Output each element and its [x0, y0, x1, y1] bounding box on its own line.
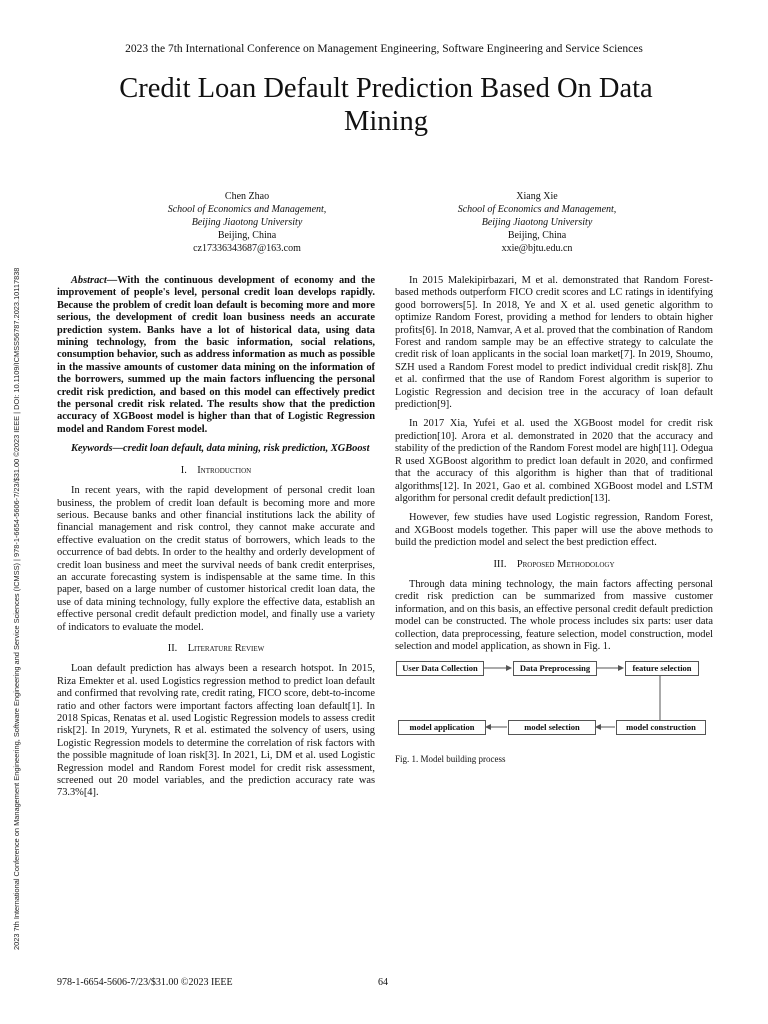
paragraph: Through data mining technology, the main factors affecting personal credit risk prediction can be summarized from massive customer information, and on this basis, an effective personal credit default prediction model can be constructed. The whole process includes six parts: user data collection, data preprocessing, feature selection, model construction, model selection and model application, as shown in Fig. 1.	[395, 578, 713, 652]
right-column	[395, 275, 713, 766]
step-model-application: model application	[398, 720, 486, 735]
paragraph: Loan default prediction has always been a research hotspot. In 2015, Riza Emekter et al. used Logistics regression method to predict loan default and confirmed that revolving rate, credit rating, FICO score, debt-to-income ratio and other factors were important factors affecting loan default[1]. In 2018 Spicas, Renatas et al. used Logistic Regression models to assess credit risk[2]. In 2019, Yurynets, R et al. estimated the solvency of users, using Logistic Regression models to determine the correlation of risk factors with the possible magnitude of loan risk[3]. In 2021, Li, DM et al. used Logistic Regression model and Random Forest model for credit risk assessment, screened out 20 model variables, and the prediction accuracy rate was 73.3%[4].	[57, 663, 375, 799]
abstract-text: —With the continuous development of economy and the improvement of people's level, personal credit loan develops rapidly. Because the problem of credit loan default is becoming more and more serious, the development of credit loan business needs an accurate prediction system. Banks have a lot of historical data, using data mining technology, from the basic information, social relations, consumption behavior, such as address information as much as possible in the massive amounts of customer data mining on the information of the borrowers, summed up the main factors influencing the personal credit risk prediction, and based on this model can effectively predict the personal credit risk related. The results show that the prediction accuracy of XGBoost model is higher than that of Logistic Regression model and Random Forest model.	[57, 275, 375, 435]
step-model-construction: model construction	[616, 720, 706, 735]
author-department: School of Economics and Management,	[167, 204, 327, 215]
section-title: Introduction	[197, 464, 252, 476]
figure-caption: Fig. 1. Model building process	[395, 754, 506, 765]
author-university: Beijing Jiaotong University	[191, 217, 303, 228]
section-heading-proposed-methodology	[395, 559, 713, 571]
author-block-2	[412, 190, 662, 255]
step-model-selection: model selection	[508, 720, 596, 735]
author-block-1	[122, 190, 372, 255]
paragraph: In 2015 Malekipirbazari, M et al. demonstrated that Random Forest-based methods outperform FICO credit scores and LC ratings in identifying good borrowers[5]. In 2018, Ye and X et al. used genetic algorithm to optimize Random Forest, providing a method for lenders to obtain higher profits[6]. In 2018, Namvar, A et al. proved that the combination of Random Forest and random sample may be an effective strategy to calculate the credit risk of loan applicants in the social loan market[7]. In 2019, Shoumo, SZH used a Random Forest model to predict individual credit risk[8]. Zhu et al. confirmed that the use of Random Forest algorithm is superior to Logistic Regression and decision tree in the accuracy of loan default prediction[9].	[395, 275, 713, 411]
side-doi-strip	[12, 80, 22, 950]
author-city: Beijing, China	[507, 230, 567, 241]
keywords	[57, 443, 375, 455]
step-feature-selection: feature selection	[625, 661, 699, 676]
step-user-data-collection: User Data Collection	[396, 661, 484, 676]
section-heading-introduction	[57, 465, 375, 477]
abstract	[57, 275, 375, 436]
section-numeral: I.	[180, 464, 187, 476]
author-name: Chen Zhao	[224, 191, 270, 202]
section-title: Proposed Methodology	[516, 558, 615, 570]
author-department: School of Economics and Management,	[457, 204, 617, 215]
step-data-preprocessing: Data Preprocessing	[513, 661, 597, 676]
paragraph: However, few studies have used Logistic regression, Random Forest, and XGBoost models together. This paper will use the above methods to build the prediction model and select the best prediction effect.	[395, 512, 713, 549]
author-university: Beijing Jiaotong University	[481, 217, 593, 228]
footer-copyright: 978-1-6654-5606-7/23/$31.00 ©2023 IEEE	[57, 977, 233, 988]
section-heading-literature-review	[57, 643, 375, 655]
paragraph: In 2017 Xia, Yufei et al. used the XGBoost model for credit risk prediction[10]. Arora et al. demonstrated in 2020 that the accuracy and stability of the prediction of the Random Forest model are high[11]. Odegua R used XGBoost algorithm to predict loan default in 2020, and confirmed that the accuracy of this algorithm is higher than that of traditional algorithms[12]. In 2021, Gao et al. combined XGBoost model and LSTM algorithm for personal credit default prediction[13].	[395, 418, 713, 504]
author-city: Beijing, China	[217, 230, 277, 241]
paragraph: In recent years, with the rapid development of personal credit loan business, the problem of credit loan default is becoming more and more serious. Because banks and other financial institutions lack the ability of financial management and risk control, they cannot make accurate and effective evaluation on the credit status of borrowers, which leads to the occurrence of bad debts. In order to the healthy and orderly development of credit loan business and meet the survival needs of bank credit enterprises, an accurate forecasting system is indispensable at the same time. In this paper, based on a large number of customer historical credit loan data, the use of data mining technology, fully explore the effective data, establish an effective personal credit default prediction model, and finally use a variety of indicators to evaluate the model.	[57, 485, 375, 633]
section-title: Literature Review	[187, 642, 265, 654]
page-number: 64	[378, 977, 388, 988]
side-identifier-text: 2023 7th International Conference on Management Engineering, Software Engineering and Service Sciences (ICMSS) | 978-1-6654-5606-7/23/$31.00 ©2023 IEEE | DOI: 10.1109/ICMSS56787.2023.10117838	[12, 267, 21, 950]
section-numeral: III.	[493, 558, 507, 570]
author-email: cz17336343687@163.com	[193, 243, 301, 254]
author-email: xxie@bjtu.edu.cn	[501, 243, 573, 254]
paper-title: Credit Loan Default Prediction Based On Data Mining	[119, 73, 653, 137]
conference-header: 2023 the 7th International Conference on Management Engineering, Software Engineering and Service Sciences	[125, 43, 643, 55]
abstract-label: Abstract	[71, 275, 107, 286]
keywords-text: —credit loan default, data mining, risk prediction, XGBoost	[112, 443, 370, 455]
section-numeral: II.	[167, 642, 178, 654]
left-column	[57, 275, 375, 807]
author-name: Xiang Xie	[516, 191, 558, 202]
figure-model-building-process	[395, 660, 713, 748]
keywords-label: Keywords	[71, 443, 113, 455]
